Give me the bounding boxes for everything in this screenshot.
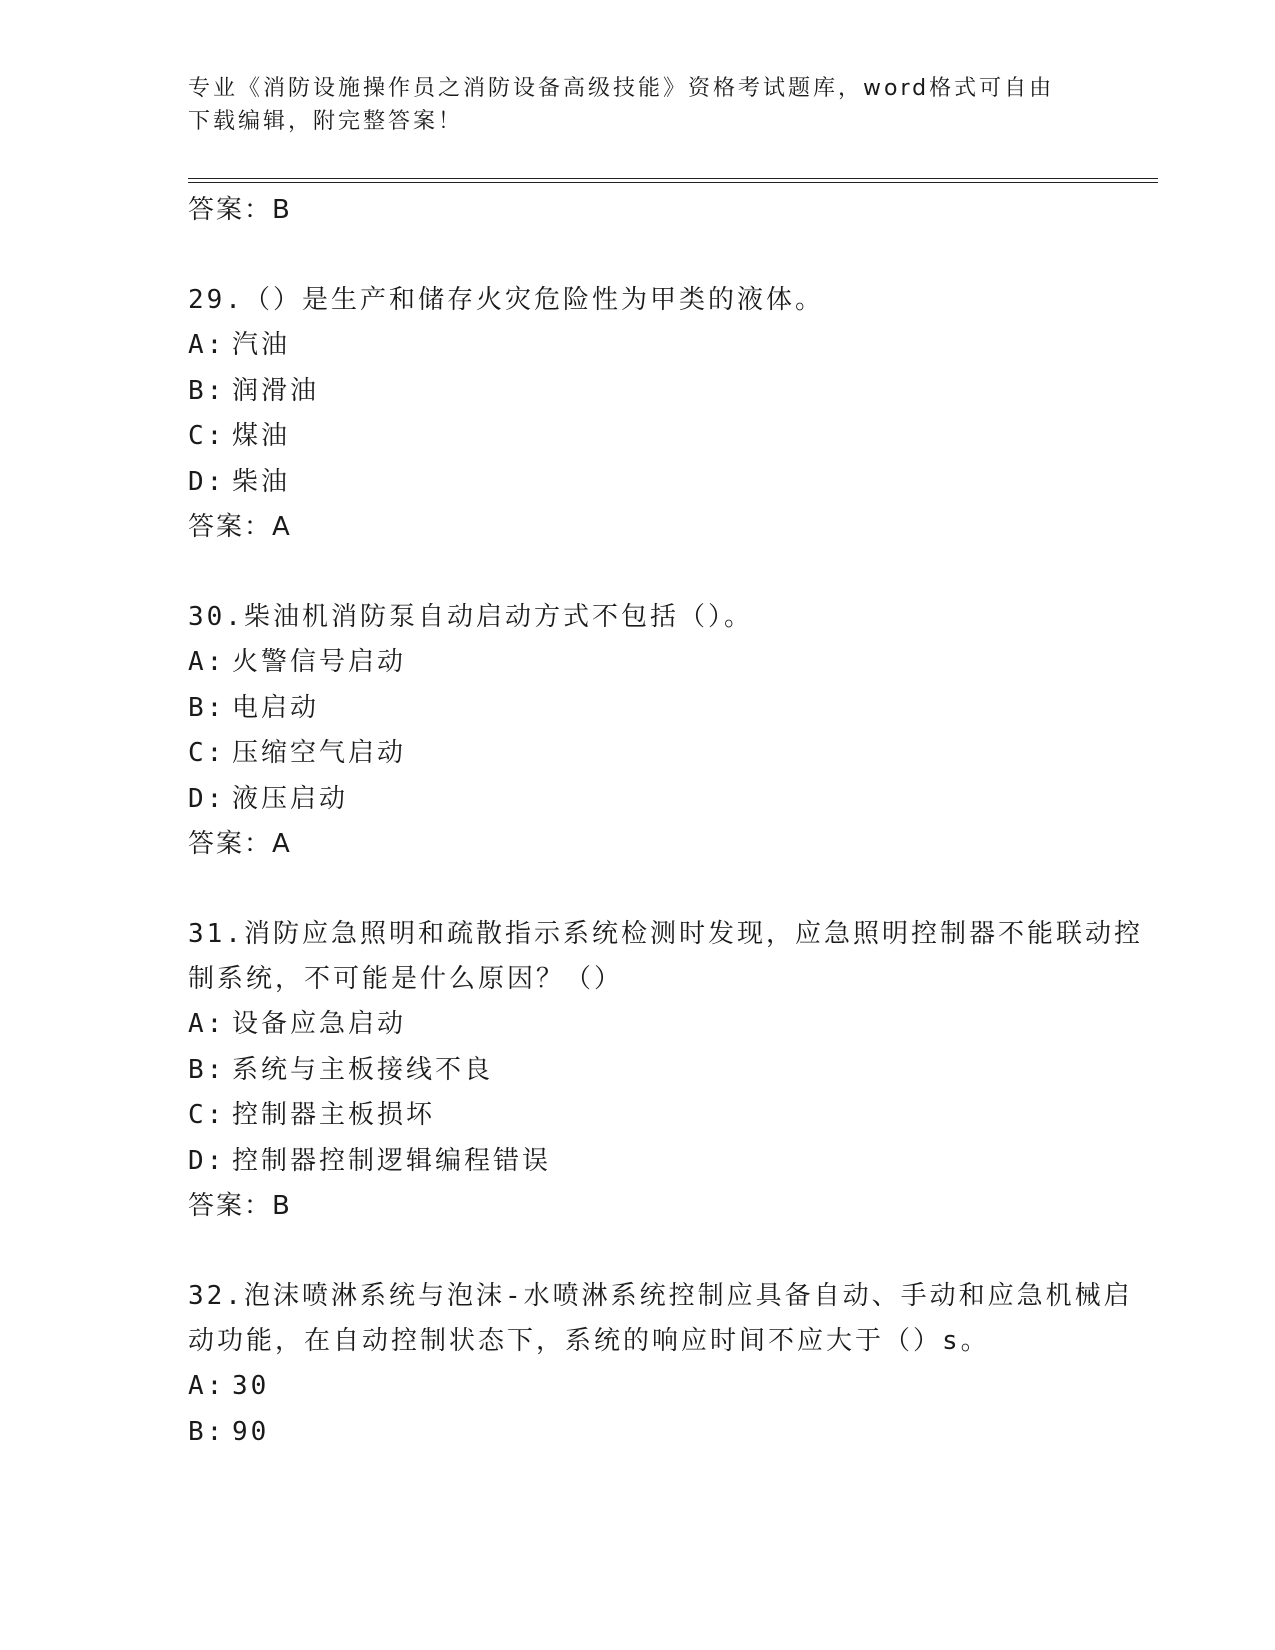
answer-line: 答案：A	[188, 829, 292, 859]
option-letter: D:	[188, 1145, 226, 1176]
question-30	[188, 595, 1158, 867]
option-text: 柴油	[232, 466, 291, 497]
option-a	[188, 1002, 1158, 1048]
option-a	[188, 640, 1158, 686]
question-stem: 29.（）是生产和储存火灾危险性为甲类的液体。	[188, 285, 824, 315]
header-divider	[188, 178, 1158, 179]
answer-line: 答案：A	[188, 512, 292, 542]
option-c	[188, 731, 1158, 777]
option-letter: B:	[188, 1054, 226, 1085]
question-stem: 31.消防应急照明和疏散指示系统检测时发现，应急照明控制器不能联动控制系统，不可能是什么原因？（）	[188, 919, 1143, 994]
option-b	[188, 1048, 1158, 1094]
option-d	[188, 777, 1158, 823]
option-text: 控制器控制逻辑编程错误	[232, 1145, 552, 1176]
question-stem: 32.泡沫喷淋系统与泡沫-水喷淋系统控制应具备自动、手动和应急机械启动功能，在自动控制状态下，系统的响应时间不应大于（）s。	[188, 1281, 1133, 1356]
page-header: 专业《消防设施操作员之消防设备高级技能》资格考试题库，word格式可自由下载编辑，附完整答案！	[188, 76, 1055, 134]
option-letter: A:	[188, 1371, 226, 1401]
option-text: 90	[232, 1416, 270, 1447]
option-letter: B:	[188, 375, 226, 406]
option-text: 控制器主板损坏	[232, 1100, 436, 1130]
option-text: 润滑油	[232, 375, 320, 406]
option-text: 压缩空气启动	[232, 738, 407, 768]
option-d	[188, 1139, 1158, 1185]
option-text: 30	[232, 1371, 270, 1401]
option-text: 火警信号启动	[232, 647, 407, 677]
option-text: 煤油	[232, 421, 291, 451]
option-letter: A:	[188, 1009, 226, 1039]
option-a	[188, 1364, 1158, 1410]
option-text: 电启动	[232, 692, 320, 723]
option-letter: D:	[188, 466, 226, 497]
option-a	[188, 323, 1158, 369]
question-31	[188, 912, 1158, 1229]
answer-line: 答案：B	[188, 1191, 292, 1221]
option-letter: A:	[188, 647, 226, 677]
option-text: 系统与主板接线不良	[232, 1054, 494, 1085]
option-letter: B:	[188, 692, 226, 723]
option-b	[188, 1410, 1158, 1456]
option-letter: C:	[188, 738, 226, 768]
option-c	[188, 414, 1158, 460]
previous-answer: 答案：B	[188, 195, 292, 225]
option-d	[188, 460, 1158, 506]
option-letter: D:	[188, 783, 226, 814]
option-b	[188, 369, 1158, 415]
question-list	[188, 188, 1158, 1455]
option-text: 液压启动	[232, 783, 349, 814]
question-stem: 30.柴油机消防泵自动启动方式不包括（）。	[188, 602, 753, 632]
header-divider-second	[188, 182, 1158, 183]
option-letter: C:	[188, 421, 226, 451]
option-b	[188, 686, 1158, 732]
option-letter: B:	[188, 1416, 226, 1447]
question-32	[188, 1274, 1158, 1455]
option-letter: C:	[188, 1100, 226, 1130]
option-text: 设备应急启动	[232, 1009, 407, 1039]
option-c	[188, 1093, 1158, 1139]
option-letter: A:	[188, 330, 226, 360]
question-29	[188, 278, 1158, 550]
option-text: 汽油	[232, 330, 291, 360]
